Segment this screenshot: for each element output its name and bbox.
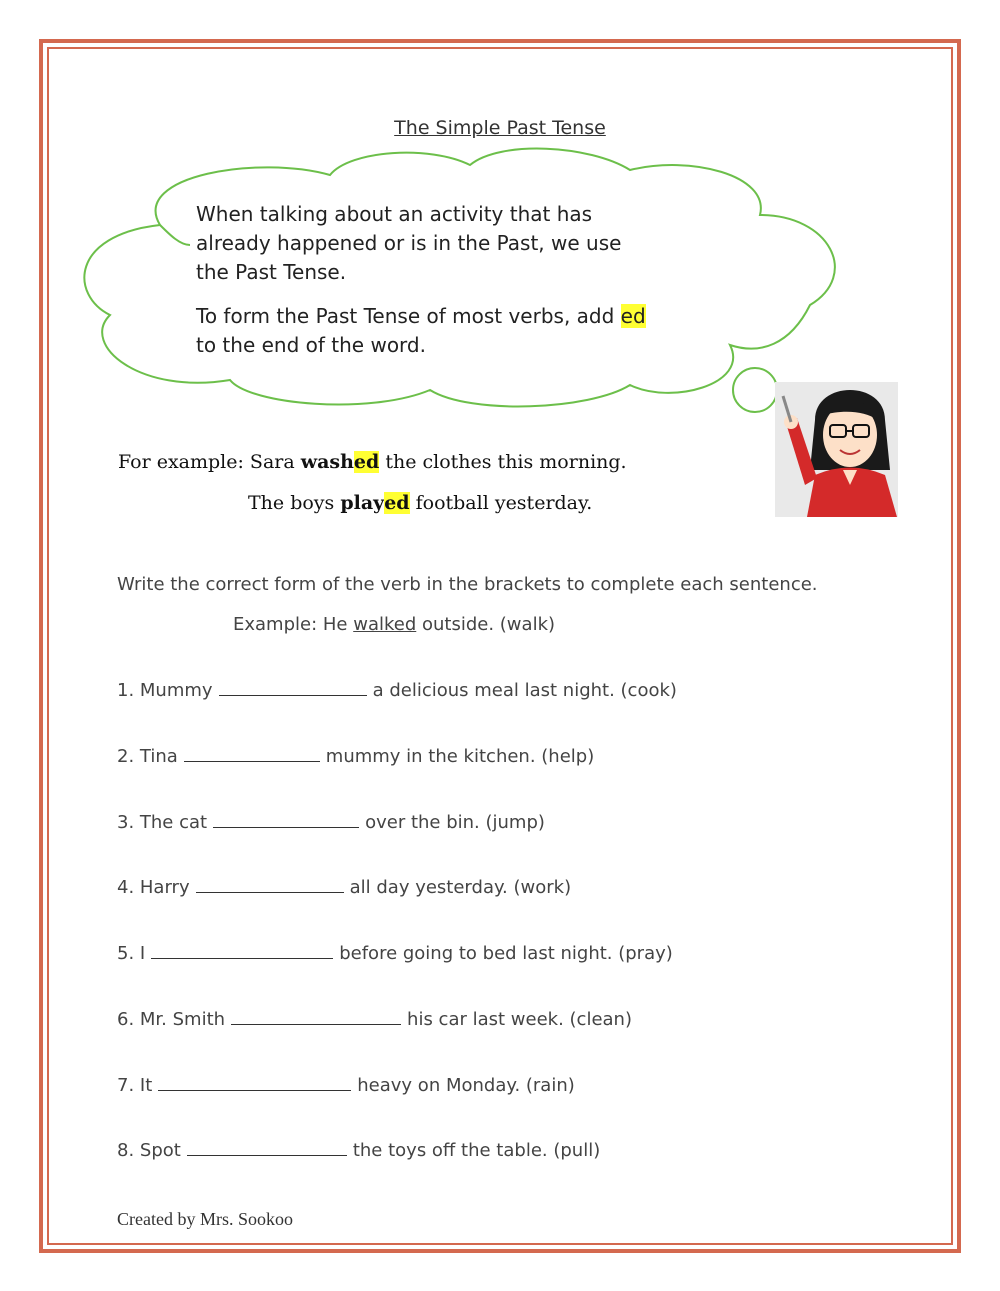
answer-blank-1[interactable] <box>219 679 367 696</box>
answer-blank-8[interactable] <box>187 1139 347 1156</box>
question-1 <box>117 679 677 701</box>
question-5-suffix: before going to bed last night. (pray) <box>339 943 673 964</box>
example-1-verb: wash <box>300 451 354 473</box>
example-2-suffix: football yesterday. <box>409 492 593 514</box>
answer-blank-2[interactable] <box>184 745 320 762</box>
cloud-line-5: to the end of the word. <box>196 333 426 357</box>
question-7-suffix: heavy on Monday. (rain) <box>357 1075 575 1096</box>
question-3-prefix: 3. The cat <box>117 812 208 833</box>
example-sentence-2 <box>248 492 592 514</box>
example-2-verb: play <box>340 492 385 514</box>
answer-blank-4[interactable] <box>196 876 344 893</box>
question-1-prefix: 1. Mummy <box>117 680 213 701</box>
question-8-prefix: 8. Spot <box>117 1140 181 1161</box>
question-5 <box>117 942 673 964</box>
example-1-ed: ed <box>353 451 380 473</box>
page-title: The Simple Past Tense <box>394 117 606 139</box>
cloud-paragraph-2 <box>196 302 666 360</box>
instruction-example-prefix: Example: He <box>233 614 354 635</box>
question-2-prefix: 2. Tina <box>117 746 178 767</box>
credit-line: Created by Mrs. Sookoo <box>117 1209 293 1229</box>
answer-blank-7[interactable] <box>158 1074 351 1091</box>
example-2-ed: ed <box>384 492 410 514</box>
question-1-suffix: a delicious meal last night. (cook) <box>372 680 677 701</box>
instruction-example-word: walked <box>353 614 417 635</box>
answer-blank-6[interactable] <box>231 1008 401 1025</box>
cloud-line-1: When talking about an activity that has <box>196 202 593 226</box>
ed-highlight: ed <box>620 304 646 328</box>
question-7 <box>117 1074 575 1096</box>
answer-blank-5[interactable] <box>151 942 333 959</box>
question-6-prefix: 6. Mr. Smith <box>117 1009 226 1030</box>
question-8 <box>117 1139 600 1161</box>
instruction-example <box>233 614 555 635</box>
question-4 <box>117 876 571 898</box>
question-6-suffix: his car last week. (clean) <box>407 1009 632 1030</box>
question-5-prefix: 5. I <box>117 943 146 964</box>
question-2-suffix: mummy in the kitchen. (help) <box>325 746 595 767</box>
question-8-suffix: the toys off the table. (pull) <box>352 1140 601 1161</box>
question-3-suffix: over the bin. (jump) <box>365 812 545 833</box>
example-1-prefix: For example: Sara <box>118 451 301 473</box>
cloud-line-4 <box>196 302 666 331</box>
question-4-suffix: all day yesterday. (work) <box>349 877 572 898</box>
answer-blank-3[interactable] <box>213 811 359 828</box>
question-6 <box>117 1008 632 1030</box>
question-3 <box>117 811 545 833</box>
question-7-prefix: 7. It <box>117 1075 153 1096</box>
question-4-prefix: 4. Harry <box>117 877 190 898</box>
question-2 <box>117 745 594 767</box>
example-2-prefix: The boys <box>248 492 341 514</box>
teacher-illustration <box>725 360 905 520</box>
cloud-line-4-text: To form the Past Tense of most verbs, add <box>196 304 621 328</box>
instructions: Write the correct form of the verb in the brackets to complete each sentence. <box>117 574 818 595</box>
example-sentence-1 <box>118 451 627 473</box>
example-1-suffix: the clothes this morning. <box>379 451 627 473</box>
cloud-paragraph-1 <box>196 200 666 287</box>
instruction-example-suffix: outside. (walk) <box>416 614 556 635</box>
cloud-line-2: already happened or is in the Past, we use <box>196 231 622 255</box>
cloud-line-3: the Past Tense. <box>196 260 347 284</box>
